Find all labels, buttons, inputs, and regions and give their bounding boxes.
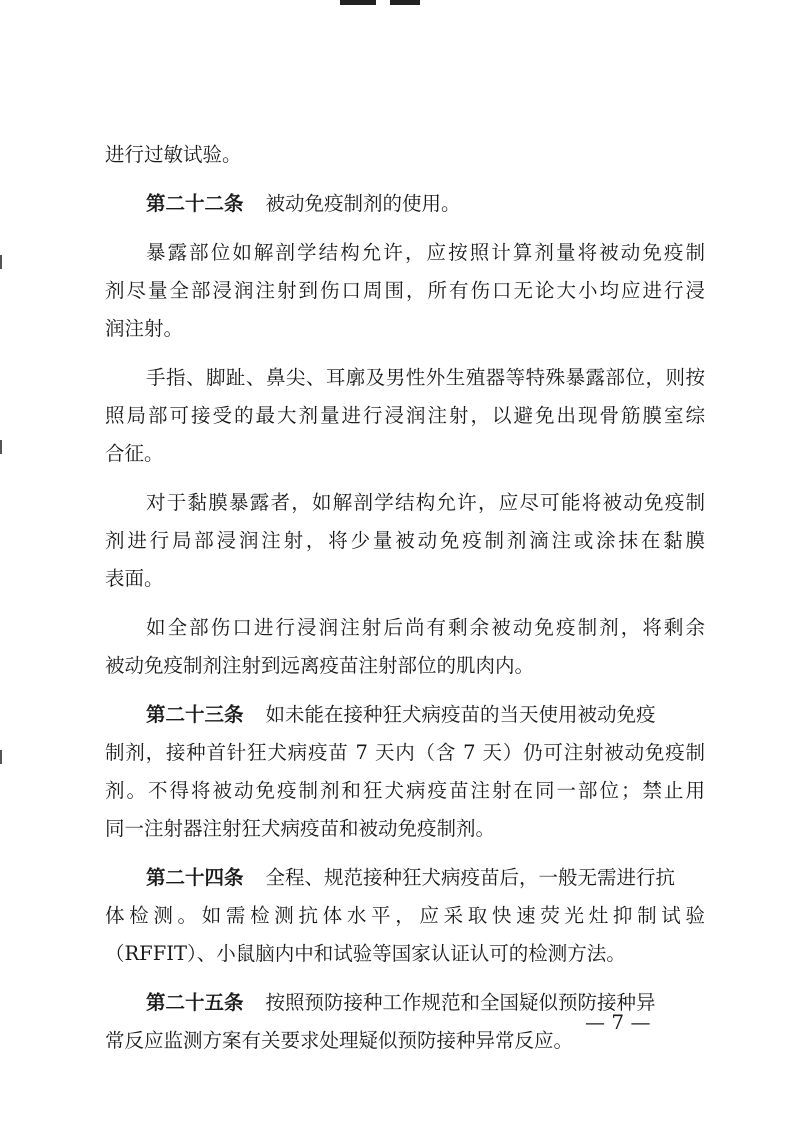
article-text: 全程、规范接种狂犬病疫苗后，一般无需进行抗	[265, 866, 676, 889]
article-24	[105, 859, 705, 897]
paragraph-line: 对于黏膜暴露者，如解剖学结构允许，应尽可能将被动免疫制	[146, 491, 705, 514]
article-22	[105, 185, 705, 223]
scan-mark	[0, 255, 2, 269]
paragraph-line: 手指、脚趾、鼻尖、耳廓及男性外生殖器等特殊暴露部位，则按	[146, 366, 705, 389]
paragraph-line: 进行过敏试验。	[105, 143, 242, 166]
document-body	[105, 136, 705, 1060]
paragraph-line: 暴露部位如解剖学结构允许，应按照计算剂量将被动免疫制	[146, 241, 705, 264]
article-text: 按照预防接种工作规范和全国疑似预防接种异	[265, 991, 656, 1014]
paragraph-line: 常反应监测方案有关要求处理疑似预防接种异常反应。	[105, 1029, 574, 1052]
paragraph-line: 剂尽量全部浸润注射到伤口周围，所有伤口无论大小均应进行浸	[105, 279, 705, 302]
scan-mark	[390, 0, 420, 5]
paragraph-line: 剂。不得将被动免疫制剂和狂犬病疫苗注射在同一部位；禁止用	[105, 779, 705, 802]
article-text: 如未能在接种狂犬病疫苗的当天使用被动免疫	[265, 703, 656, 726]
paragraph-line: 被动免疫制剂注射到远离疫苗注射部位的肌肉内。	[105, 654, 535, 677]
paragraph-line: （RFFIT）、小鼠脑内中和试验等国家认证认可的检测方法。	[105, 942, 626, 965]
scan-mark	[340, 0, 376, 5]
scan-mark	[0, 440, 2, 454]
paragraph-line: 剂进行局部浸润注射，将少量被动免疫制剂滴注或涂抹在黏膜	[105, 529, 705, 552]
paragraph-line: 表面。	[105, 567, 164, 590]
article-text: 被动免疫制剂的使用。	[265, 192, 461, 215]
article-title: 第二十二条	[146, 192, 244, 215]
paragraph-line: 润注射。	[105, 317, 184, 340]
scan-mark	[0, 750, 2, 764]
article-title: 第二十三条	[146, 703, 244, 726]
paragraph-line: 合征。	[105, 442, 164, 465]
paragraph-line: 体检测。如需检测抗体水平，应采取快速荧光灶抑制试验	[105, 904, 705, 927]
paragraph-line: 照局部可接受的最大剂量进行浸润注射，以避免出现骨筋膜室综	[105, 404, 705, 427]
paragraph-line: 制剂，接种首针狂犬病疫苗 7 天内（含 7 天）仍可注射被动免疫制	[105, 741, 705, 764]
article-title: 第二十四条	[146, 866, 244, 889]
paragraph-line: 同一注射器注射狂犬病疫苗和被动免疫制剂。	[105, 817, 496, 840]
article-23	[105, 696, 705, 734]
page-number: — 7 —	[585, 1010, 651, 1034]
paragraph-line: 如全部伤口进行浸润注射后尚有剩余被动免疫制剂，将剩余	[146, 616, 705, 639]
article-title: 第二十五条	[146, 991, 244, 1014]
